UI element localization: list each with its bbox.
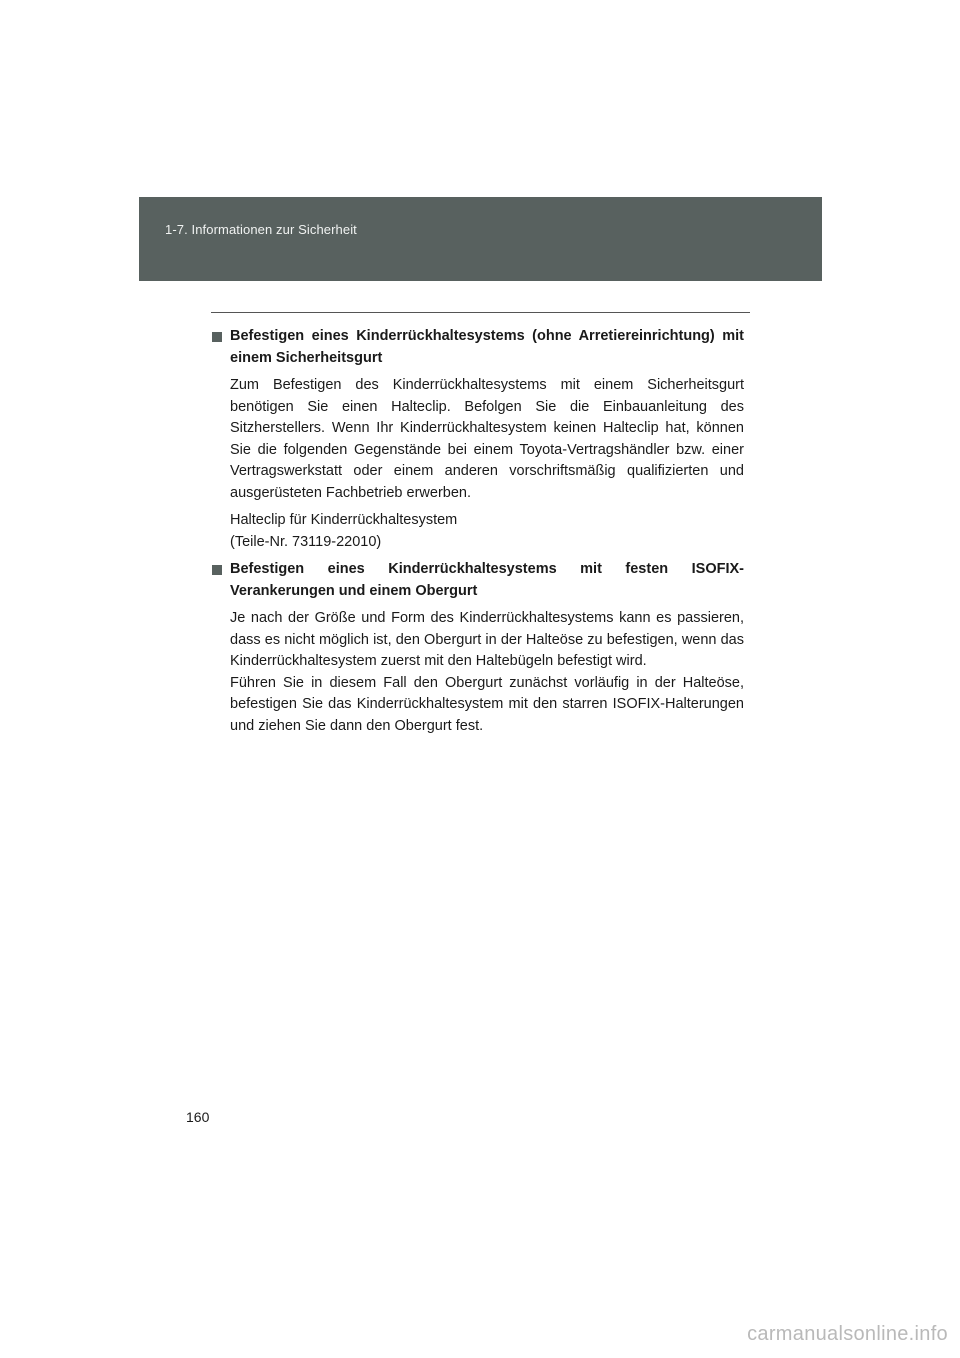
- page-content: [212, 326, 744, 743]
- section-seatbelt-installation: [212, 326, 744, 553]
- section-isofix-installation: [212, 559, 744, 737]
- section-paragraph: Je nach der Größe und Form des Kinderrückhaltesystems kann es passieren, dass es nicht möglich ist, den Obergurt in der Halteöse zu befestigen, wenn das Kinderrückhaltesystem zuerst mit den Haltebügeln befestigt wird.: [230, 610, 744, 669]
- section-divider: [211, 312, 750, 313]
- square-bullet-icon: [212, 332, 222, 342]
- section-heading: Befestigen eines Kinderrückhaltesystems (ohne Arretiereinrichtung) mit einem Sicherheitsgurt: [230, 328, 744, 366]
- square-bullet-icon: [212, 565, 222, 575]
- part-name: Halteclip für Kinderrückhaltesystem: [230, 512, 458, 528]
- chapter-title: 1-7. Informationen zur Sicherheit: [165, 222, 357, 237]
- page-number: 160: [186, 1109, 210, 1125]
- section-heading: Befestigen eines Kinderrückhaltesystems mit festen ISOFIX-Verankerungen und einem Obergurt: [230, 561, 744, 599]
- chapter-header-band: [139, 197, 822, 281]
- part-number: (Teile-Nr. 73119-22010): [230, 533, 382, 550]
- section-paragraph: Zum Befestigen des Kinderrückhaltesystems mit einem Sicherheitsgurt benötigen Sie einen Halteclip. Befolgen Sie die Einbauanleitung des Sitzherstellers. Wenn Ihr Kinderrückhaltesystem keinen Halteclip hat, können Sie die folgenden Gegenstände bei einem Toyota-Vertragshändler bzw. einer Vertragswerkstatt oder einem anderen vorschriftsmäßig qualifizierten und ausgerüsteten Fachbetrieb erwerben.: [230, 377, 744, 501]
- site-watermark: carmanualsonline.info: [747, 1323, 948, 1345]
- part-info: [230, 510, 744, 553]
- section-paragraph: Führen Sie in diesem Fall den Obergurt zunächst vorläufig in der Halteöse, befestigen Sie das Kinderrückhaltesystem mit den starren ISOFIX-Halterungen und ziehen Sie dann den Obergurt fest.: [230, 674, 744, 734]
